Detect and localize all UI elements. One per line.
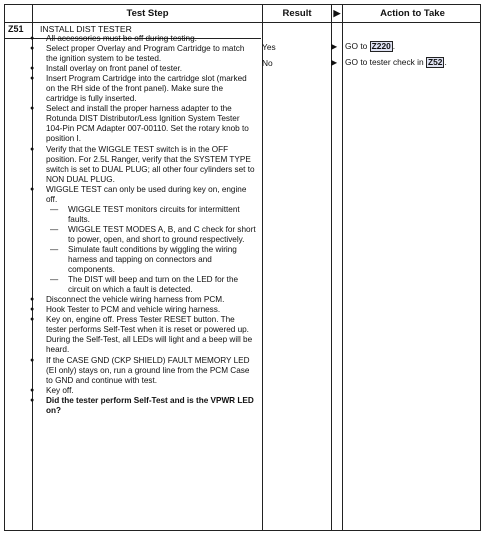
instruction-item: ● Install overlay on front panel of tester. xyxy=(24,64,256,74)
header-action: Action to Take xyxy=(380,8,445,19)
header-divider xyxy=(5,22,480,23)
question-item: ● Did the tester perform Self-Test and is the VPWR LED on? xyxy=(24,396,256,416)
arrow-icon: ▶ xyxy=(331,58,338,67)
instruction-item: ● Select and install the proper harness adapter to the Rotunda DIST Distributor/Less Ignition System Tester 104-Pin PCM Adapter 007-00110. Set the rotary knob to position I. xyxy=(24,104,256,144)
action-no: GO to tester check in Z52 . xyxy=(345,57,447,67)
instruction-item: ● If the CASE GND (CKP SHIELD) FAULT MEMORY LED (EI only) stays on, run a ground line from the PCM Case to GND and continue with test. xyxy=(24,356,256,386)
instruction-item: ● Verify that the WIGGLE TEST switch is in the OFF position. For 2.5L Ranger, verify that the SYSTEM TYPE switch is set to DUAL PLUG; all other four cylinders set to NON DUAL PLUG. xyxy=(24,145,256,185)
instruction-item: ● WIGGLE TEST can only be used during key on, engine off. — WIGGLE TEST monitors circuits for intermittent faults. — WIGGLE TEST MODES A, B, and C check for short to power, open, and short to ground respectively. — Simulate fault conditions by wiggling the wiring harness and tapping on connectors and components. — The DIST will beep and turn on the LED for the circuit on which a fault is detected. xyxy=(24,185,256,296)
sub-list xyxy=(46,205,256,295)
sub-item: — Simulate fault conditions by wiggling the wiring harness and tapping on connectors and components. xyxy=(46,245,256,275)
result-no: No xyxy=(262,58,273,68)
action-yes: GO to Z220 . xyxy=(345,41,396,51)
instruction-item: ● Key on, engine off. Press Tester RESET button. The tester performs Self-Test when it is reset or powered up. During the Self-Test, all LEDs will light and a beep will be heard. xyxy=(24,315,256,355)
header-test-step: Test Step xyxy=(126,8,169,19)
instruction-item: ● Disconnect the vehicle wiring harness from PCM. xyxy=(24,295,256,305)
step-id: Z51 xyxy=(8,24,24,34)
step-link-z220[interactable]: Z220 xyxy=(371,41,391,51)
instruction-item: ● Hook Tester to PCM and vehicle wiring harness. xyxy=(24,305,256,315)
arrow-icon: ▶ xyxy=(331,42,338,51)
result-yes: Yes xyxy=(262,42,276,52)
instruction-item: ● Select proper Overlay and Program Cartridge to match the ignition system to be tested. xyxy=(24,44,256,64)
step-link-z52[interactable]: Z52 xyxy=(428,57,443,67)
instruction-item: ● Key off. xyxy=(24,386,256,396)
sub-item: — The DIST will beep and turn on the LED for the circuit on which a fault is detected. xyxy=(46,275,256,295)
divider xyxy=(262,5,263,530)
divider xyxy=(342,5,343,530)
divider xyxy=(331,5,332,530)
instruction-item: ● All accessories must be off during testing. xyxy=(24,34,256,44)
sub-item: — WIGGLE TEST monitors circuits for intermittent faults. xyxy=(46,205,256,225)
instruction-list xyxy=(24,34,256,416)
sub-item: — WIGGLE TEST MODES A, B, and C check for short to power, open, and short to ground respectively. xyxy=(46,225,256,245)
instruction-item: ● Insert Program Cartridge into the cartridge slot (marked on the RH side of the front panel). Make sure the cartridge is fully inserted. xyxy=(24,74,256,104)
header-arrow-icon: ▶ xyxy=(333,8,341,18)
step-title: INSTALL DIST TESTER xyxy=(40,24,132,34)
header-result: Result xyxy=(282,8,312,19)
